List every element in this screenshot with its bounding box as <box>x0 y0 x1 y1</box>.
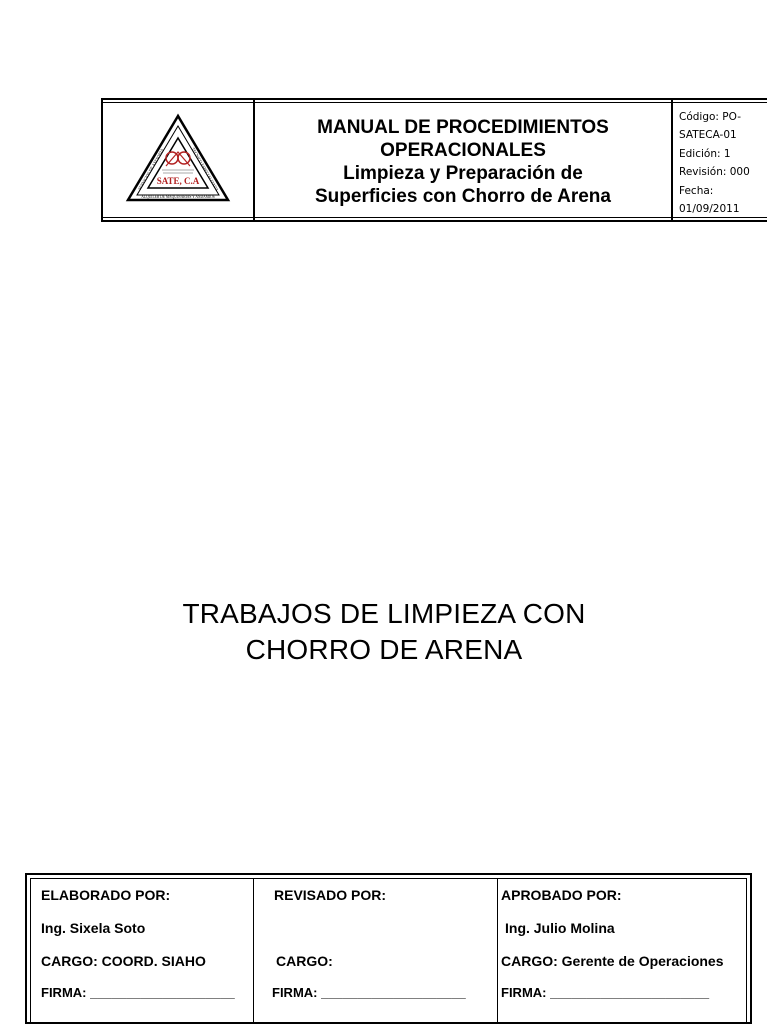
meta-fecha-value: 01/09/2011 <box>679 203 740 216</box>
meta-codigo-label: Código: PO- <box>679 111 741 123</box>
aprobado-cargo: CARGO: Gerente de Operaciones <box>501 953 724 969</box>
main-title-line-2: CHORRO DE ARENA <box>245 634 523 665</box>
main-title <box>0 596 768 668</box>
signature-table <box>25 873 752 1024</box>
meta-codigo-value: SATECA-01 <box>679 129 737 142</box>
meta-fecha-label: Fecha: <box>679 184 714 197</box>
revisado-heading: REVISADO POR: <box>274 887 387 903</box>
aprobado-column <box>498 879 746 1022</box>
title-line-4: Superficies con Chorro de Arena <box>315 186 611 207</box>
elaborado-firma: FIRMA: ____________________ <box>41 985 235 1000</box>
logo-cell <box>103 100 255 220</box>
svg-text:SERVICIOS DE ASESORIA: SERVICIOS DE ASESORIA <box>136 147 165 191</box>
aprobado-heading: APROBADO POR: <box>501 887 622 903</box>
revisado-firma: FIRMA: ____________________ <box>272 985 466 1000</box>
main-title-line-1: TRABAJOS DE LIMPIEZA CON <box>182 598 586 629</box>
elaborado-name: Ing. Sixela Soto <box>41 920 146 936</box>
title-line-1: MANUAL DE PROCEDIMIENTOS <box>317 117 609 138</box>
meta-revision: Revisión: 000 <box>679 166 750 179</box>
svg-text:ALQUILER DE MAQUINARIAS Y ANDA: ALQUILER DE MAQUINARIAS Y ANDAMIOS <box>141 195 215 199</box>
title-line-2: OPERACIONALES <box>380 140 546 161</box>
aprobado-firma: FIRMA: ______________________ <box>501 985 710 1000</box>
header-title <box>255 100 673 220</box>
elaborado-heading: ELABORADO POR: <box>41 887 171 903</box>
elaborado-cargo: CARGO: COORD. SIAHO <box>41 953 206 969</box>
document-header <box>101 98 767 222</box>
meta-edicion: Edición: 1 <box>679 147 731 160</box>
svg-text:TECNICO ESPECIALIZADA: TECNICO ESPECIALIZADA <box>190 146 220 192</box>
document-meta <box>673 100 767 220</box>
aprobado-name: Ing. Julio Molina <box>505 920 615 936</box>
company-logo <box>122 112 234 208</box>
revisado-column <box>254 879 498 1022</box>
svg-text:SATE, C.A: SATE, C.A <box>156 176 200 186</box>
title-line-3: Limpieza y Preparación de <box>343 163 583 184</box>
elaborado-column <box>31 879 254 1022</box>
revisado-cargo: CARGO: <box>276 953 333 969</box>
